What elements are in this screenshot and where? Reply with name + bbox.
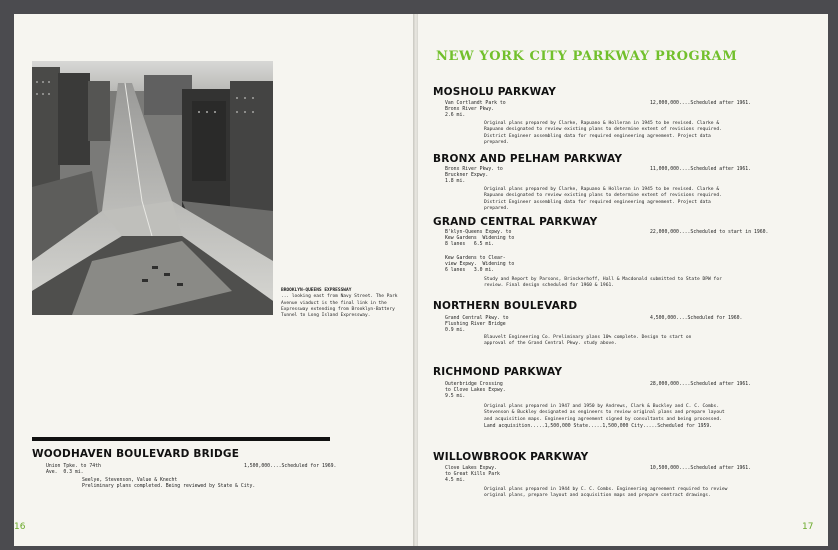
- willowbrook-location-2: to Great Kills Park: [445, 472, 500, 477]
- willowbrook-location-1: Clove Lakes Expwy.: [445, 466, 497, 471]
- section-divider: [32, 437, 330, 441]
- photo-caption-title: BROOKLYN-QUEENS EXPRESSWAY: [281, 288, 352, 293]
- richmond-location-1: Outerbridge Crossing: [445, 382, 503, 387]
- mosholu-location-2: Bronx River Pkwy.: [445, 107, 495, 112]
- mosholu-cost: 12,000,000....Scheduled after 1961.: [650, 101, 752, 106]
- grand-central-cost: 22,000,000....Scheduled to start in 1960.: [650, 230, 769, 235]
- richmond-location-2: to Clove Lakes Expwy.: [445, 388, 506, 393]
- page-number-right: 17: [802, 522, 814, 532]
- expressway-photo-graphic: [32, 61, 273, 315]
- grand-central-location-1: B'klyn-Queens Expwy. to: [445, 230, 512, 235]
- woodhaven-cost: 1,500,000....Scheduled for 1969.: [244, 464, 337, 469]
- right-page: [418, 14, 828, 546]
- bronx-pelham-title: BRONX AND PELHAM PARKWAY: [433, 153, 623, 165]
- grand-central-description: Study and Report by Parsons, Brinckerhoff, Hall & Macdonald submitted to State DPW for review. Final design scheduled for 1960 & 1961.: [484, 277, 722, 289]
- woodhaven-location-2: Ave. 0.3 mi.: [46, 470, 84, 475]
- richmond-description: Original plans prepared in 1947 and 1950 by Andrews, Clark & Buckley and C. C. Combs. Stevenson & Buckley designated as engineers to review original plans and prepare layout and acquisition maps. Engineering agreement signed by consultants and being processed.: [484, 404, 725, 422]
- mosholu-description: Original plans prepared by Clarke, Rapuano & Holleran in 1945 to be revised. Clarke & Rapuano designated to review existing plans to determine extent of revisions required. District Engineer assembling data for required engineering agreement. Project data prepared.: [484, 121, 722, 146]
- grand-central-location-2: Kew Gardens Widening to: [445, 236, 515, 241]
- willowbrook-title: WILLOWBROOK PARKWAY: [433, 451, 589, 463]
- program-title: NEW YORK CITY PARKWAY PROGRAM: [436, 49, 738, 64]
- northern-boulevard-title: NORTHERN BOULEVARD: [433, 300, 578, 312]
- photo-caption-body: ... looking east from Navy Street. The Park Avenue viaduct is the final link in the Expressway extending from Brooklyn-Battery Tunnel to Long Island Expressway.: [281, 294, 398, 319]
- bronx-pelham-description: Original plans prepared by Clarke, Rapuano & Holleran in 1945 to be revised. Clarke & Rapuano designated to review existing plans to determine extent of revisions required. District Engineer assembling data for required engineering agreement. Project data prepared.: [484, 187, 722, 212]
- richmond-cost: 28,000,000....Scheduled after 1961.: [650, 382, 752, 387]
- bronx-pelham-cost: 11,000,000....Scheduled after 1961.: [650, 167, 752, 172]
- northern-description: Blauvelt Engineering Co. Preliminary plans 10% complete. Design to start on approval of the Grand Central Pkwy. study above.: [484, 335, 692, 347]
- northern-cost: 4,500,000....Scheduled for 1960.: [650, 316, 743, 321]
- page-number-left: 16: [14, 522, 26, 532]
- left-page: [14, 14, 415, 546]
- woodhaven-title: WOODHAVEN BOULEVARD BRIDGE: [32, 448, 240, 460]
- mosholu-location-3: 2.6 mi.: [445, 113, 466, 118]
- mosholu-location-1: Van Cortlandt Park to: [445, 101, 506, 106]
- willowbrook-description: Original plans prepared in 1944 by C. C. Combs. Engineering agreement required to review original plans, prepare layout and acquisition maps and prepare contract drawings.: [484, 487, 728, 499]
- bronx-pelham-location-2: Bruckner Expwy.: [445, 173, 489, 178]
- bronx-pelham-location-1: Bronx River Pkwy. to: [445, 167, 503, 172]
- mosholu-title: MOSHOLU PARKWAY: [433, 86, 557, 98]
- northern-location-2: Flushing River Bridge: [445, 322, 506, 327]
- photo-caption: [281, 288, 399, 319]
- grand-central-location-3: 8 lanes 6.5 mi.: [445, 242, 495, 247]
- expressway-photo: [32, 61, 273, 315]
- woodhaven-location-1: Union Tpke. to 74th: [46, 464, 101, 469]
- willowbrook-cost: 10,500,000....Scheduled after 1961.: [650, 466, 752, 471]
- richmond-location-3: 9.5 mi.: [445, 394, 466, 399]
- woodhaven-desc-2: Preliminary plans completed. Being reviewed by State & City.: [82, 484, 256, 489]
- grand-central-location-b-2: view Expwy. Widening to: [445, 262, 515, 267]
- grand-central-location-b-1: Kew Gardens to Clear-: [445, 256, 506, 261]
- grand-central-location-b-3: 6 lanes 3.0 mi.: [445, 268, 495, 273]
- richmond-land-acquisition: Land acquisition.....1,500,000 State.....1,500,000 City.....Scheduled for 1959.: [484, 424, 713, 429]
- richmond-title: RICHMOND PARKWAY: [433, 366, 563, 378]
- northern-location-1: Grand Central Pkwy. to: [445, 316, 509, 321]
- northern-location-3: 0.9 mi.: [445, 328, 466, 333]
- woodhaven-desc-1: Seelye, Stevenson, Value & Knecht: [82, 478, 178, 483]
- bronx-pelham-location-3: 1.8 mi.: [445, 179, 466, 184]
- grand-central-title: GRAND CENTRAL PARKWAY: [433, 216, 598, 228]
- willowbrook-location-3: 4.5 mi.: [445, 478, 466, 483]
